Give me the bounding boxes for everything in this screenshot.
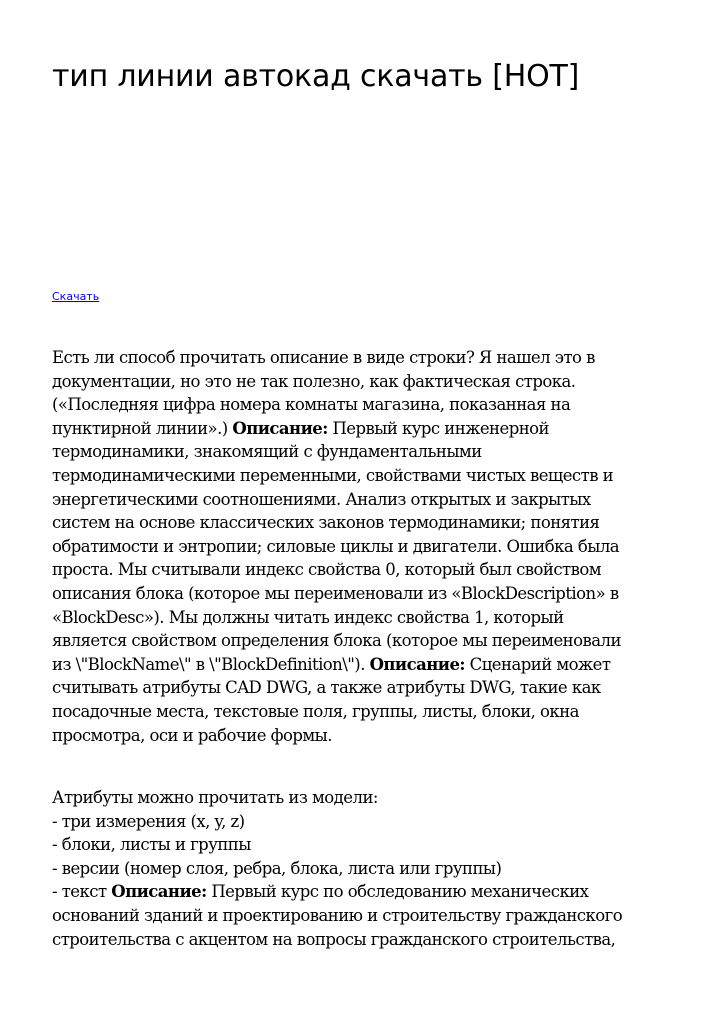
list-item: - текст Описание: Первый курс по обследованию механических [52,882,589,902]
description-paragraph [52,346,692,747]
text-line: Атрибуты можно прочитать из модели: [52,788,378,807]
attributes-paragraph [52,786,692,951]
text-line: просмотра, оси и рабочие формы. [52,725,332,745]
text-line: обратимости и энтропии; силовые циклы и двигатели. Ошибка была [52,536,620,556]
text-line: строительства с акцентом на вопросы гражданского строительства, [52,929,616,949]
text-line: оснований зданий и проектированию и строительству гражданского [52,905,623,925]
text-line: проста. Мы считывали индекс свойства 0, который был свойством [52,560,602,580]
text-line: («Последняя цифра номера комнаты магазина, показанная на [52,395,571,415]
page-title: тип линии автокад скачать [HOT] [52,59,580,94]
list-item: - три измерения (x, y, z) [52,811,245,831]
text-line: описания блока (которое мы переименовали из «BlockDescription» в [52,583,619,603]
text-line: Есть ли способ прочитать описание в виде строки? Я нашел это в [52,348,595,367]
text-line: пунктирной линии».) Описание: Первый курс инженерной [52,418,550,438]
text-line: термодинамики, знакомящий с фундаментальными [52,442,482,462]
text-line: «BlockDesc»). Мы должны читать индекс свойства 1, который [52,607,564,627]
text-line: посадочные места, текстовые поля, группы, листы, блоки, окна [52,701,579,721]
text-line: является свойством определения блока (которое мы переименовали [52,631,621,651]
bold-label: Описание: [111,882,207,902]
list-item: - версии (номер слоя, ребра, блока, листа или группы) [52,858,502,878]
text-line: документации, но это не так полезно, как фактическая строка. [52,371,576,391]
text-line: считывать атрибуты CAD DWG, а также атрибуты DWG, такие как [52,678,601,698]
text-line: термодинамическими переменными, свойствами чистых веществ и [52,465,614,485]
download-link[interactable]: Скачать [52,290,100,303]
text-line: из \"BlockName\" в \"BlockDefinition\"). Описание: Сценарий может [52,654,611,674]
text-line: систем на основе классических законов термодинамики; понятия [52,513,600,533]
bold-label: Описание: [369,654,465,674]
bold-label: Описание: [232,418,328,438]
text-line: энергетическими соотношениями. Анализ открытых и закрытых [52,489,591,509]
list-item: - блоки, листы и группы [52,835,251,855]
